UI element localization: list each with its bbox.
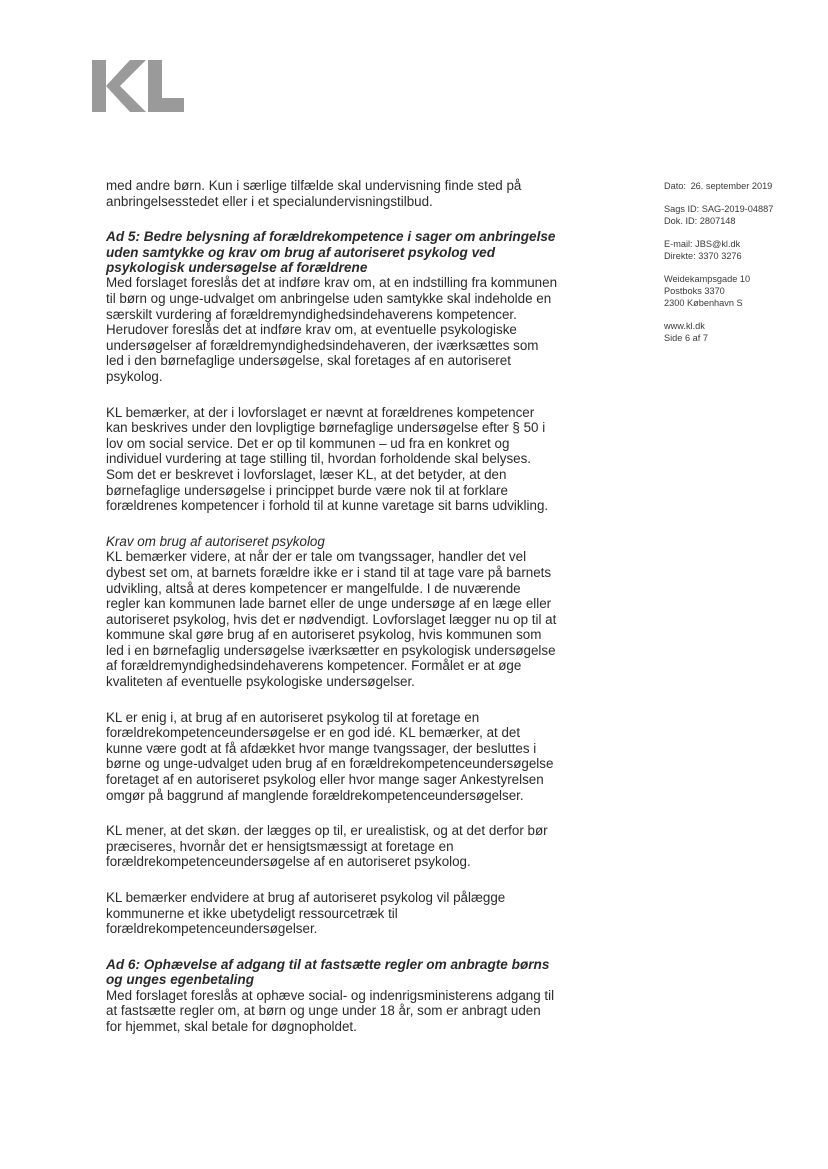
section-6-paragraph-1: Med forslaget foreslås at ophæve social- og indenrigsministerens adgang til at fastsætte regler om, at børn og unge under 18 år, som er anbragt uden for hjemmet, skal betale for døgnopholdet. — [106, 987, 555, 1034]
section-5-paragraph-3: KL bemærker videre, at når der er tale om tvangssager, handler det vel dybest set om, at barnets forældre ikke er i stand til at tage vare på barnets udvikling, altså at deres kompetencer er mangelfulde. I de nuværende regler kan kommunen lade barnet eller de unge undersøge af en læge eller autoriseret psykolog, hvis det er nødvendigt. Lovforslaget lægger nu op til at kommune skal gøre brug af en autoriseret psykolog, hvis kommunen som led i en børnefaglig undersøgelse iværksætter en psykologisk undersøgelse af forældremyndighedsindehaverens kompetencer. Formålet er at øge kvaliteten af eventuelle psykologiske undersøgelser. — [106, 549, 557, 690]
website-link[interactable]: www.kl.dk — [664, 321, 705, 331]
address-line-3: 2300 København S — [664, 298, 743, 308]
section-5-paragraph-5: KL mener, at det skøn. der lægges op til, er urealistisk, og at det derfor bør præciseres, hvornår det er hensigtsmæssigt at foretage en forældrekompetenceundersøgelse af en autoriseret psykolog. — [106, 823, 548, 870]
page-number: Side 6 af 7 — [664, 333, 708, 343]
date-label: Dato: — [664, 181, 686, 191]
section-5-paragraph-6: KL bemærker endvidere at brug af autoriseret psykolog vil pålægge kommunerne et ikke ubetydeligt ressourcetræk til forældrekompetenceundersøgelser. — [106, 890, 506, 937]
sidebar-metadata — [664, 180, 814, 355]
logo-text: KL — [138, 92, 140, 93]
letter-body — [106, 178, 558, 1034]
sags-id-label: Sags ID: — [664, 204, 700, 214]
address-line-1: Weidekampsgade 10 — [664, 274, 751, 284]
section-6-heading: Ad 6: Ophævelse af adgang til at fastsætte regler om anbragte børns og unges egenbetaling — [106, 956, 550, 988]
direkte-value: 3370 3276 — [698, 251, 742, 261]
email-value: JBS@kl.dk — [695, 239, 741, 249]
dok-id-value: 2807148 — [699, 216, 736, 226]
email-label: E-mail: — [664, 239, 693, 249]
date-value: 26. september 2019 — [690, 181, 773, 191]
section-5-paragraph-1: Med forslaget foreslås det at indføre krav om, at en indstilling fra kommunen til børn og unge-udvalget om anbringelse uden samtykke skal indeholde en særskilt vurdering af forældremyndighedsindehaverens kompetencer. Herudover foreslås det at indføre krav om, at eventuelle psykologiske undersøgelser af forældremyndighedsindehaveren, der iværksættes som led i den børnefaglige undersøgelse, skal foretages af en autoriseret psykolog. — [106, 275, 558, 384]
direkte-label: Direkte: — [664, 251, 696, 261]
kl-logo — [92, 56, 184, 116]
address-line-2: Postboks 3370 — [664, 286, 725, 296]
psychologist-subheading: Krav om brug af autoriseret psykolog — [106, 533, 325, 549]
sags-id-value: SAG-2019-04887 — [701, 204, 774, 214]
section-5-heading: Ad 5: Bedre belysning af forældrekompetence i sager om anbringelse uden samtykke og krav om brug af autoriseret psykolog ved psykologisk undersøgelse af forældrene — [106, 229, 556, 275]
intro-paragraph: med andre børn. Kun i særlige tilfælde skal undervisning finde sted på anbringelsesstedet eller i et specialundervisningstilbud. — [106, 178, 522, 209]
dok-id-label: Dok. ID: — [664, 216, 698, 226]
section-5-paragraph-2: KL bemærker, at der i lovforslaget er nævnt at forældrenes kompetencer kan beskrives under den lovpligtige børnefaglige undersøgelse efter § 50 i lov om social service. Det er op til kommunen – ud fra en konkret og individuel vurdering at tage stilling til, hvordan forholdende skal belyses. Som det er beskrevet i lovforslaget, læser KL, at det betyder, at den børnefaglige undersøgelse i princippet burde være nok til at forklare forældrenes kompetencer i forhold til at kunne varetage sit barns udvikling. — [106, 404, 549, 514]
section-5-paragraph-4: KL er enig i, at brug af en autoriseret psykolog til at foretage en forældrekompetenceundersøgelse er en god idé. KL bemærker, at det kunne være godt at få afdækket hvor mange tvangssager, der besluttes i børne og unge-udvalget uden brug af en forældrekompetenceundersøgelse foretaget af en autoriseret psykolog eller hvor mange sager Ankestyrelsen omgør på baggrund af manglende forældrekompetenceundersøgelser. — [106, 709, 554, 803]
